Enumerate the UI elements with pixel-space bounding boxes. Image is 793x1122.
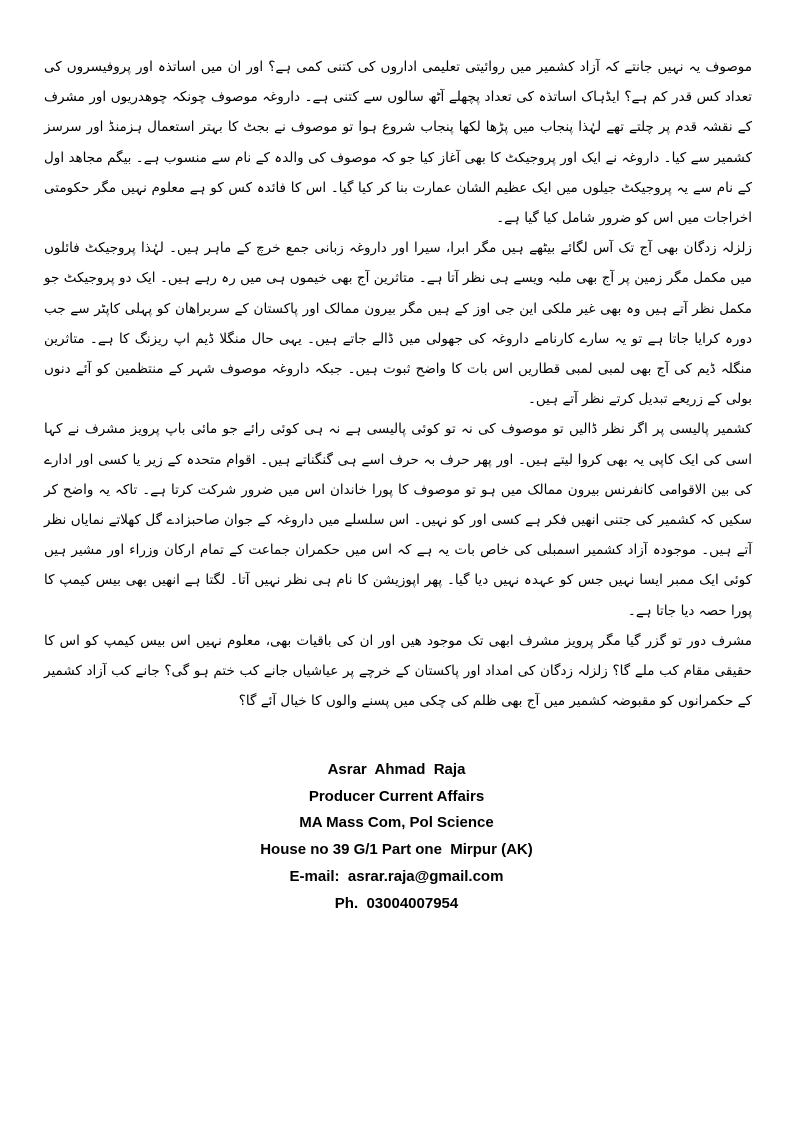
author-title: Producer Current Affairs bbox=[308, 787, 485, 805]
article-paragraph-2: زلزلہ زدگان بھی آج تک آس لگائے بیٹھے ہیں مگر ابرا، سیرا اور داروغہ زبانی جمع خرچ کے ماہر ہیں۔ لہٰذا پروجیکٹ فائلوں میں مکمل مگر زمین پر آج بھی ملبہ ویسے ہی نظر آتا ہے۔ متاثرین آج بھی خیموں ہی میں رہ رہے ہیں۔ ایک دو پروجیکٹ جو مکمل نظر آتے ہیں وہ بھی غیر ملکی این جی اوز کے ہیں مگر بیرون ممالک اور پاکستان کے سربراھان کو پہلی کاپٹر سے جب دورہ کرایا جاتا ہے تو یہ سارے کارنامے داروغہ کی جھولی میں ڈالے جاتے ہیں۔ یہی حال منگلا ڈیم اپ ریزنگ کا ہے۔ متاثرین منگلہ ڈیم کی آج بھی لمبی لمبی قطاریں اس بات کا واضح ثبوت ہیں۔ جبکہ داروغہ موصوف شہر کے منتظمین کو آئے دنوں بولی کے زریعے تبدیل کرتے نظر آتے ہیں۔ bbox=[44, 240, 752, 408]
article-paragraph-1: موصوف یہ نہیں جانتے کہ آزاد کشمیر میں روائیتی تعلیمی اداروں کی کتنی کمی ہے؟ اور ان میں اساتذہ اور پروفیسروں کی تعداد کس قدر کم ہے؟ ایڈہاک اساتذہ کی تعداد پچھلے آٹھ سالوں سے کتنی ہے۔ داروغہ موصوف چونکہ چوھدریوں اور مشرف کے نقشہ قدم پر چلتے تھے لہٰذا پنجاب میں پڑھا لکھا پنجاب شروع ہوا تو موصوف نے بجٹ کا بہتر استعمال ہزمنڈ اور سرسز کشمیر سے کیا۔ داروغہ نے ایک اور پروجیکٹ کا بھی آغاز کیا جو کہ موصوف کی والدہ کے نام سے منسوب ہے۔ بیگم مجاھد اول کے نام سے یہ پروجیکٹ جیلوں میں ایک عظیم الشان عمارت بنا کر کیا گیا۔ اس کا فائدہ کس کو ہے معلوم نہیں مگر حکومتی اخراجات میں اس کو ضرور شامل کیا گیا ہے۔ bbox=[44, 59, 752, 227]
article-paragraph-3: کشمیر پالیسی پر اگر نظر ڈالیں تو موصوف کی نہ تو کوئی پالیسی ہے نہ ہی کوئی رائے جو مائی باپ پرویز مشرف نے کہا اسی کی ایک کاپی یہ بھی کروا لیتے ہیں۔ اور پھر حرف بہ حرف اسے ہی گنگناتے ہیں۔ اقوام متحدہ کے زیر یا کسی اور ادارے کی بین الاقوامی کانفرنس بیرون ممالک میں ہو تو موصوف کا پورا خاندان اس میں ضرور شرکت کرتا ہے۔ تاکہ یہ واضح کر سکیں کہ کشمیر کی جتنی انھیں فکر ہے کسی اور کو نہیں۔ اس سلسلے میں داروغہ کے جوان صاحبزادے گل کھلاتے نمایاں نظر آتے ہیں۔ موجودہ آزاد کشمیر اسمبلی کی خاص بات یہ ہے کہ اس میں حکمران جماعت کے تمام ارکان وزراء اور مشیر ہیں کوئی ایک ممبر ایسا نہیں جس کو عہدہ نہیں دیا گیا۔ پھر اپوزیشن کا نام ہی نظر نہیں آتا۔ لگتا ہے انھیں بھی بیس کیمپ کا پورا حصہ دیا جاتا ہے۔ bbox=[44, 421, 752, 619]
author-phone: Ph. 03004007954 bbox=[334, 894, 459, 912]
author-email: E-mail: asrar.raja@gmail.com bbox=[289, 867, 504, 885]
article-paragraph-4: مشرف دور تو گزر گیا مگر پرویز مشرف ابھی تک موجود ھیں اور ان کی باقیات بھی، معلوم نہیں اس بیس کیمپ کو اس کا حقیقی مقام کب ملے گا؟ زلزلہ زدگان کی امداد اور پاکستان کے خرچے پر عیاشیاں جانے کب ختم ہو گی؟ جانے کب آزاد کشمیر کے حکمرانوں کو مقبوضہ کشمیر میں آج بھی ظلم کی چکی میں پسنے والوں کا خیال آئے گا؟ bbox=[44, 632, 752, 710]
author-qualification: MA Mass Com, Pol Science bbox=[299, 814, 494, 832]
article-body bbox=[44, 52, 752, 716]
author-address: House no 39 G/1 Part one Mirpur (AK) bbox=[260, 841, 533, 859]
author-signature-block bbox=[0, 757, 793, 917]
author-name: Asrar Ahmad Raja bbox=[327, 761, 466, 778]
